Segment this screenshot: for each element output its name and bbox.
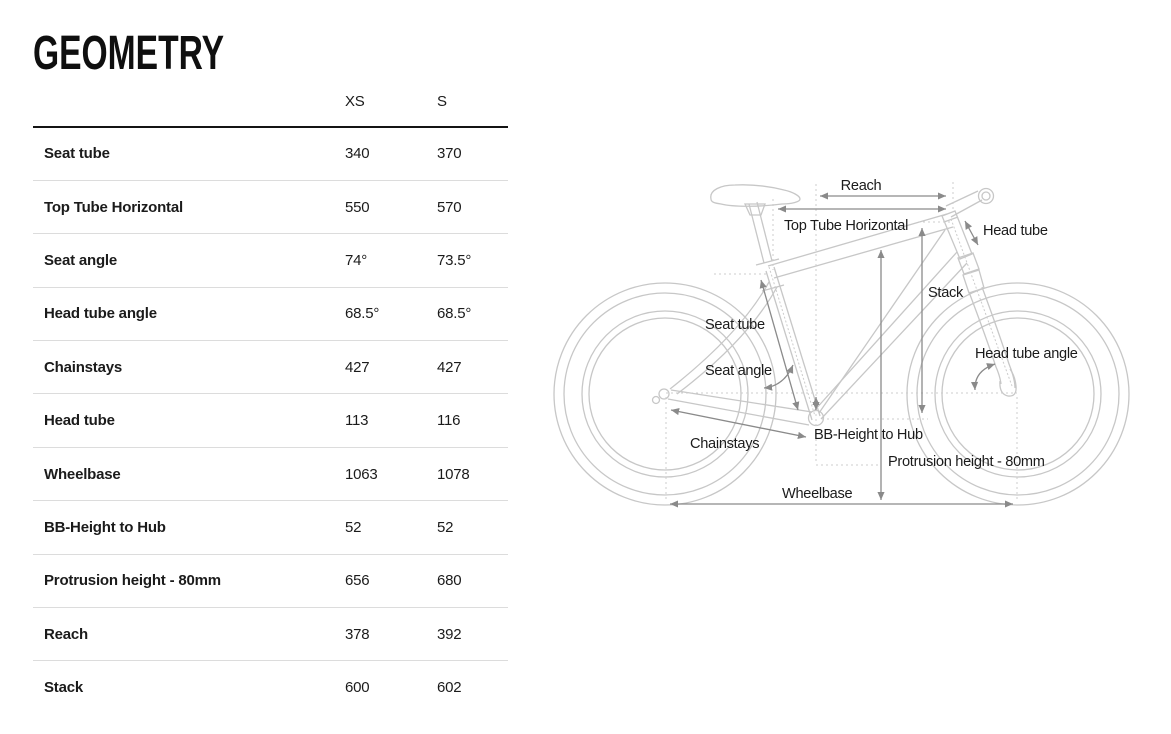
diagram-labels [690,178,1078,502]
value-s: 602 [437,679,462,697]
value-s: 116 [437,394,508,447]
value-xs: 74° [345,234,437,287]
row-label: Head tube [33,394,345,447]
value-s: 52 [437,501,508,554]
value-xs: 600 [345,679,370,697]
label-bb-height-to-hub: BB-Height to Hub [814,427,923,443]
value-xs: 378 [345,608,437,661]
row-label: Chainstays [33,341,345,394]
value-s: 392 [437,608,508,661]
value-xs: 427 [345,341,437,394]
row-label: Protrusion height - 80mm [33,554,345,607]
label-protrusion-height: Protrusion height - 80mm [888,454,1045,470]
row-label: Top Tube Horizontal [33,180,345,233]
row-label: Reach [33,608,345,661]
value-s: 1078 [437,447,508,500]
value-xs: 1063 [345,447,437,500]
row-label: BB-Height to Hub [33,501,345,554]
label-seat-tube: Seat tube [705,317,765,333]
label-top-tube-horizontal: Top Tube Horizontal [783,218,909,234]
value-xs: 550 [345,180,437,233]
label-chainstays: Chainstays [690,436,760,452]
page-title: GEOMETRY [33,27,225,80]
front-wheel [907,283,1129,505]
value-xs: 68.5° [345,287,437,340]
column-header-s: S [437,88,508,127]
value-s: 370 [437,127,508,181]
row-label: Head tube angle [33,287,345,340]
row-label: Stack [44,679,84,697]
value-xs: 656 [345,554,437,607]
value-s: 680 [437,554,508,607]
value-s: 427 [437,341,508,394]
value-s: 73.5° [437,234,508,287]
row-label: Wheelbase [33,447,345,500]
value-s: 570 [437,180,508,233]
label-head-tube-angle: Head tube angle [975,346,1078,362]
value-s: 68.5° [437,287,508,340]
column-header-xs: XS [345,88,437,127]
label-stack: Stack [928,285,963,301]
label-wheelbase: Wheelbase [782,486,853,502]
value-xs: 52 [345,501,437,554]
value-xs: 113 [345,394,437,447]
label-seat-angle: Seat angle [705,363,772,379]
value-xs: 340 [345,127,437,181]
label-reach: Reach [840,178,882,194]
row-label: Seat angle [33,234,345,287]
row-label: Seat tube [33,127,345,181]
label-head-tube: Head tube [983,223,1048,239]
head-tube-angle-arc [975,364,995,390]
